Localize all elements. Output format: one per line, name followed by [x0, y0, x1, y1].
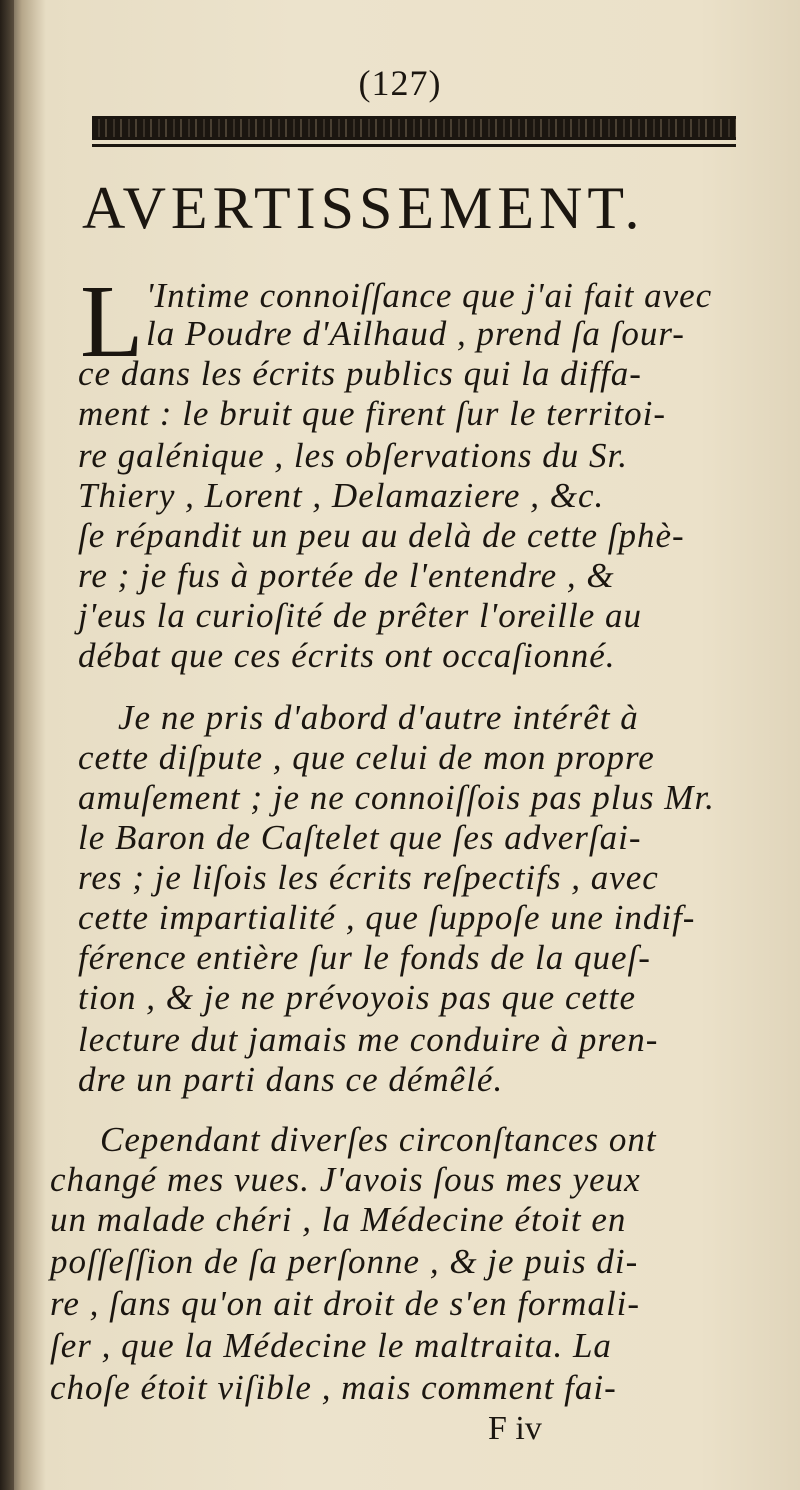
text-line: choſe étoit viſible , mais comment fai-	[50, 1368, 617, 1407]
text-line: la Poudre d'Ailhaud , prend ſa ſour-	[146, 314, 685, 353]
section-title: AVERTISSEMENT.	[82, 175, 645, 241]
text-line: ſe répandit un peu au delà de cette ſphè-	[78, 516, 685, 555]
text-line: res ; je liſois les écrits reſpectifs , avec	[78, 858, 659, 897]
text-line: ſer , que la Médecine le maltraita. La	[50, 1326, 612, 1365]
text-line: Thiery , Lorent , Delamaziere , &c.	[78, 476, 605, 515]
text-line: débat que ces écrits ont occaſionné.	[78, 636, 616, 675]
thin-rule	[92, 144, 736, 147]
text-line: tion , & je ne prévoyois pas que cette	[78, 978, 636, 1017]
text-line: re , ſans qu'on ait droit de s'en formali-	[50, 1284, 641, 1323]
text-line: amuſement ; je ne connoiſſois pas plus Mr.	[78, 778, 715, 817]
text-line: j'eus la curioſité de prêter l'oreille au	[78, 596, 643, 635]
text-line: 'Intime connoiſſance que j'ai fait avec	[146, 276, 713, 315]
text-line: cette impartialité , que ſuppoſe une indif-	[78, 898, 696, 937]
ornamental-rule	[92, 116, 736, 140]
text-line: Je ne pris d'abord d'autre intérêt à	[118, 698, 639, 737]
text-line: ment : le bruit que firent ſur le territoi-	[78, 394, 667, 433]
text-line: férence entière ſur le fonds de la queſ-	[78, 938, 651, 977]
text-line: Cependant diverſes circonſtances ont	[100, 1120, 657, 1159]
text-line: re ; je fus à portée de l'entendre , &	[78, 556, 615, 595]
text-line: dre un parti dans ce démêlé.	[78, 1060, 504, 1099]
text-line: un malade chéri , la Médecine étoit en	[50, 1200, 627, 1239]
page-number: (127)	[358, 63, 442, 103]
text-line: le Baron de Caſtelet que ſes adverſai-	[78, 818, 642, 857]
drop-cap: L	[80, 264, 144, 379]
signature-mark: F iv	[488, 1410, 542, 1447]
text-line: changé mes vues. J'avois ſous mes yeux	[50, 1160, 641, 1199]
text-line: cette diſpute , que celui de mon propre	[78, 738, 655, 777]
text-line: ce dans les écrits publics qui la diffa-	[78, 354, 642, 393]
text-line: poſſeſſion de ſa perſonne , & je puis di-	[50, 1242, 639, 1281]
text-line: re galénique , les obſervations du Sr.	[78, 436, 628, 475]
text-line: lecture dut jamais me conduire à pren-	[78, 1020, 659, 1059]
page-gutter-shadow	[0, 0, 14, 1490]
